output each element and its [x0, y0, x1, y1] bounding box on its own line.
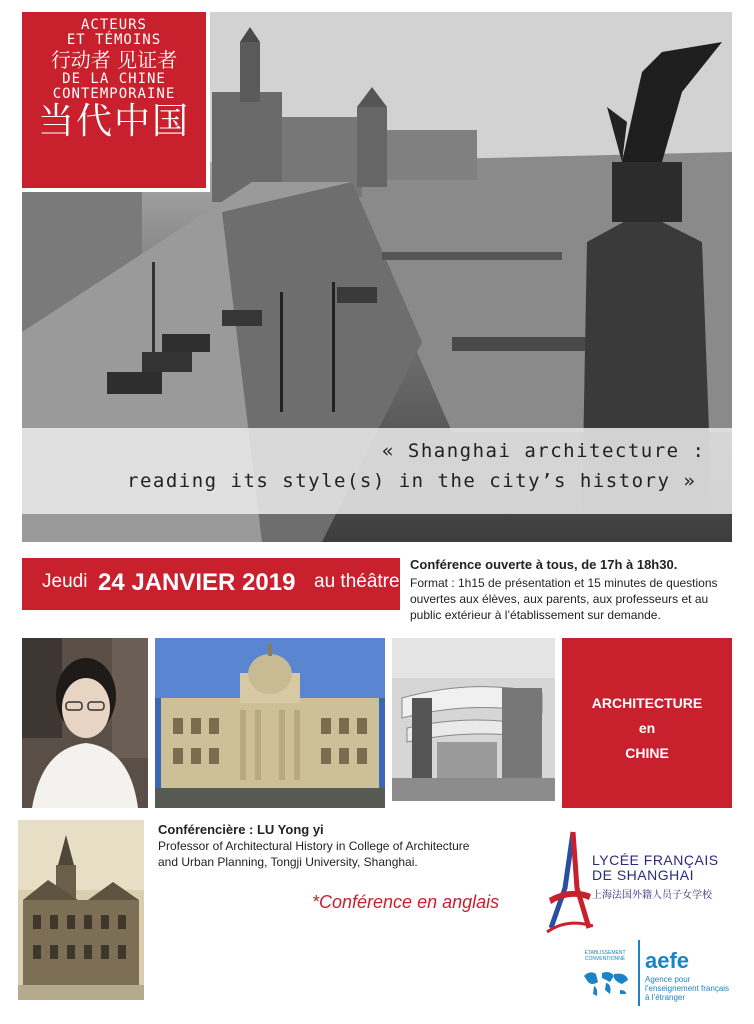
lecture-title-line-1: « Shanghai architecture :	[382, 440, 706, 462]
lycee-logo-mark	[545, 828, 595, 936]
title-fr-line-3: DE LA CHINE	[62, 71, 166, 87]
historic-building-photo	[18, 820, 144, 1000]
etab-line-2: CONVENTIONNÉ	[584, 956, 626, 962]
arch-line-2: en	[638, 720, 656, 736]
aefe-divider	[638, 940, 640, 1006]
info-line-2: ouvertes aux élèves, aux parents, aux professeurs et au	[410, 592, 709, 606]
arch-line-3: CHINE	[625, 745, 669, 761]
architecture-en-chine-box	[562, 638, 732, 808]
aefe-desc-1: Agence pour	[645, 975, 691, 984]
date-place: au théâtre	[314, 571, 400, 592]
speaker-line-1: Professor of Architectural History in College of Architecture	[158, 839, 470, 853]
arch-line-1: ARCHITECTURE	[591, 695, 703, 711]
speaker-description	[158, 838, 558, 870]
info-line-1: Format : 1h15 de présentation et 15 minutes de questions	[410, 576, 718, 590]
world-map-icon	[580, 968, 630, 998]
info-title: Conférence ouverte à tous, de 17h à 18h30.	[410, 557, 678, 572]
etablissement-conventionne	[575, 950, 635, 962]
modernist-building-photo	[392, 638, 555, 801]
title-fr-line-4: CONTEMPORAINE	[52, 86, 176, 102]
lecture-title-line-2: reading its style(s) in the city’s history »	[127, 470, 697, 492]
title-cn-line-1: 行动者 见证者	[50, 48, 178, 72]
date-day: Jeudi	[42, 571, 88, 592]
title-cn-big: 当代中国	[37, 101, 190, 142]
aefe-description	[645, 975, 735, 1002]
info-line-3: public extérieur à l’établissement sur demande.	[410, 608, 661, 622]
lycee-name	[592, 853, 719, 883]
lecture-title-banner	[22, 428, 732, 514]
title-box	[22, 12, 210, 192]
speaker-line-2: and Urban Planning, Tongji University, Shanghai.	[158, 855, 418, 869]
etab-line-1: ÉTABLISSEMENT	[584, 950, 626, 956]
speaker-title: Conférencière : LU Yong yi	[158, 822, 324, 837]
aefe-desc-2: l’enseignement français	[645, 984, 730, 993]
aefe-desc-3: à l’étranger	[645, 993, 686, 1002]
title-fr-line-1: ACTEURS	[80, 17, 147, 33]
title-fr-line-2: ET TÉMOINS	[66, 32, 162, 48]
aefe-wordmark: aefe	[645, 948, 690, 973]
date-bar	[22, 558, 400, 610]
language-note: *Conférence en anglais	[312, 892, 500, 912]
lycee-chinese-name: 上海法国外籍人员子女学校	[592, 890, 712, 901]
lycee-line-1: LYCÉE FRANÇAIS	[592, 852, 719, 868]
speaker-portrait-photo	[22, 638, 148, 808]
date-value: 24 JANVIER 2019	[98, 569, 296, 596]
hsbc-building-photo	[155, 638, 385, 808]
lycee-line-2: DE SHANGHAI	[592, 867, 694, 883]
